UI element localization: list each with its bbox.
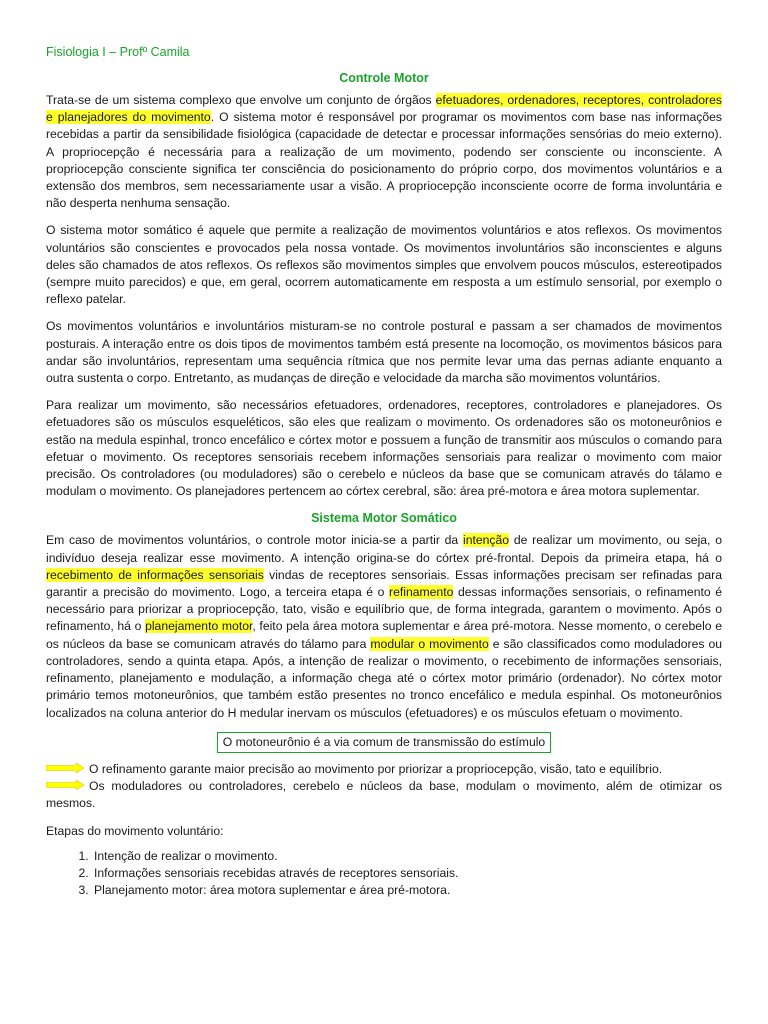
list-item: 2. Informações sensoriais recebidas através de receptores sensoriais. [92,865,722,882]
p5-text-5: , feito pela área motora suplementar e área pré-motora. Nesse momento, o cerebelo e os núcleos da base se comunicam através do tálamo para [46,619,723,651]
paragraph-1-text-b: . O sistema motor é responsável por programar os movimentos com base nas informações recebidas a partir da sensibilidade fisiológica (capacidade de detectar e processar informações sensórias do meio externo). A propriocepção é necessária para a realização de um movimento, podendo ser consciente ou inconsciente. A propriocepção consciente significa ter consciência do posicionamento do próprio corpo, dos movimentos voluntários e a extensão dos membros, sem necessariamente usar a visão. A propriocepção inconsciente ocorre de forma involuntária e não desperta nenhuma sensação. [46,110,722,211]
p5-text-4: dessas informações sensoriais, o refinamento é necessário para priorizar a propriocepção, tato, visão e equilíbrio que, de forma integrada, garantem o movimento. Após o refinamento, há o [46,585,722,634]
list-item: 1. Intenção de realizar o movimento. [92,848,722,865]
document-header: Fisiologia I – Profº Camila [46,45,190,59]
right-arrow-icon [46,778,84,795]
p5-text-3: vindas de receptores sensoriais. Essas informações precisam ser refinadas para garantir a precisão do movimento. Logo, a terceira etapa é o [46,567,722,600]
p5-text-1: Em caso de movimentos voluntários, o controle motor inicia-se a partir da [46,533,463,548]
paragraph-2: O sistema motor somático é aquele que permite a realização de movimentos voluntários e atos reflexos. Os movimentos voluntários são conscientes e provocados pela nossa vontade. Os movimentos involuntários são inconscientes e alguns deles são chamados de atos reflexos. Os reflexos são movimentos simples que envolvem poucos músculos, estereotipados (sempre muito parecidos) e que, em geral, ocorrem automaticamente em resposta a um estímulo sensorial, por exemplo o reflexo patelar. [46,223,722,307]
highlight-intencao: intenção [462,533,510,548]
callout-box: O motoneurônio é a via comum de transmissão do estímulo [217,732,551,753]
arrow-item-2-text: Os moduladores ou controladores, cerebelo e núcleos da base, modulam o movimento, além de otimizar os mesmos. [46,779,722,811]
section-title-controle-motor: Controle Motor [339,71,429,85]
arrow-item-2 [46,778,722,813]
highlight-refinamento: refinamento [389,585,454,600]
section-title-sistema-motor: Sistema Motor Somático [311,511,457,526]
highlight-efetuadores: efetuadores, ordenadores, receptores, controladores e planejadores do movimento [46,93,722,125]
callout-wrap [46,732,722,753]
highlight-modular: modular o movimento [370,636,489,651]
paragraph-1-text-a: Trata-se de um sistema complexo que envolve um conjunto de órgãos [46,93,436,107]
right-arrow-icon [46,761,84,778]
p5-text-2: de realizar um movimento, ou seja, o indivíduo deseja realizar esse movimento. A intenção origina-se do córtex pré-frontal. Depois da primeira etapa, há o [46,533,722,565]
paragraph-1 [46,92,722,212]
paragraph-3: Os movimentos voluntários e involuntários misturam-se no controle postural e passam a ser chamados de movimentos posturais. A interação entre os dois tipos de movimentos também está presente na locomoção, os movimentos básicos para andar são involuntários, representam uma sequência rítmica que nos permite levar uma das pernas adiante enquanto a outra sustenta o corpo. Entretanto, as mudanças de direção e velocidade da marcha são movimentos voluntários. [46,319,722,386]
arrow-item-1 [46,761,722,778]
paragraph-5 [46,532,722,721]
arrow-item-1-text: O refinamento garante maior precisão ao movimento por priorizar a propriocepção, visão, tato e equilíbrio. [89,761,663,776]
paragraph-4: Para realizar um movimento, são necessários efetuadores, ordenadores, receptores, controladores e planejadores. Os efetuadores são os músculos esqueléticos, são eles que realizam o movimento. Os ordenadores são os motoneurônios e estão na medula espinhal, tronco encefálico e córtex motor e possuem a função de transmitir aos músculos o comando para efetuar o movimento. Os receptores sensoriais recebem informações sensoriais para realizar o movimento com maior precisão. Os controladores (ou moduladores) são o cerebelo e núcleos da base que se comunicam através do tálamo e modulam o movimento. Os planejadores pertencem ao córtex cerebral, são: área pré-motora e área motora suplementar. [46,398,722,499]
list-item: 3. Planejamento motor: área motora suplementar e área pré-motora. [92,882,722,899]
highlight-planejamento: planejamento motor [145,619,253,634]
p5-text-6: e são classificados como moduladores ou controladores, sendo a quinta etapa. Após, a intenção de realizar o movimento, o recebimento de informações sensoriais, refinamento, planejamento e modulação, a informação chega até o córtex motor primário (ordenador). No córtex motor primário temos motoneurônios, que também estão presentes no tronco encefálico e medula espinhal. Os motoneurônios localizados na coluna anterior do H medular inervam os músculos (efetuadores) e os músculos efetuam o movimento. [46,636,723,720]
steps-title: Etapas do movimento voluntário: [46,823,224,838]
steps-list [46,848,722,900]
highlight-recebimento: recebimento de informações sensoriais [46,567,264,582]
